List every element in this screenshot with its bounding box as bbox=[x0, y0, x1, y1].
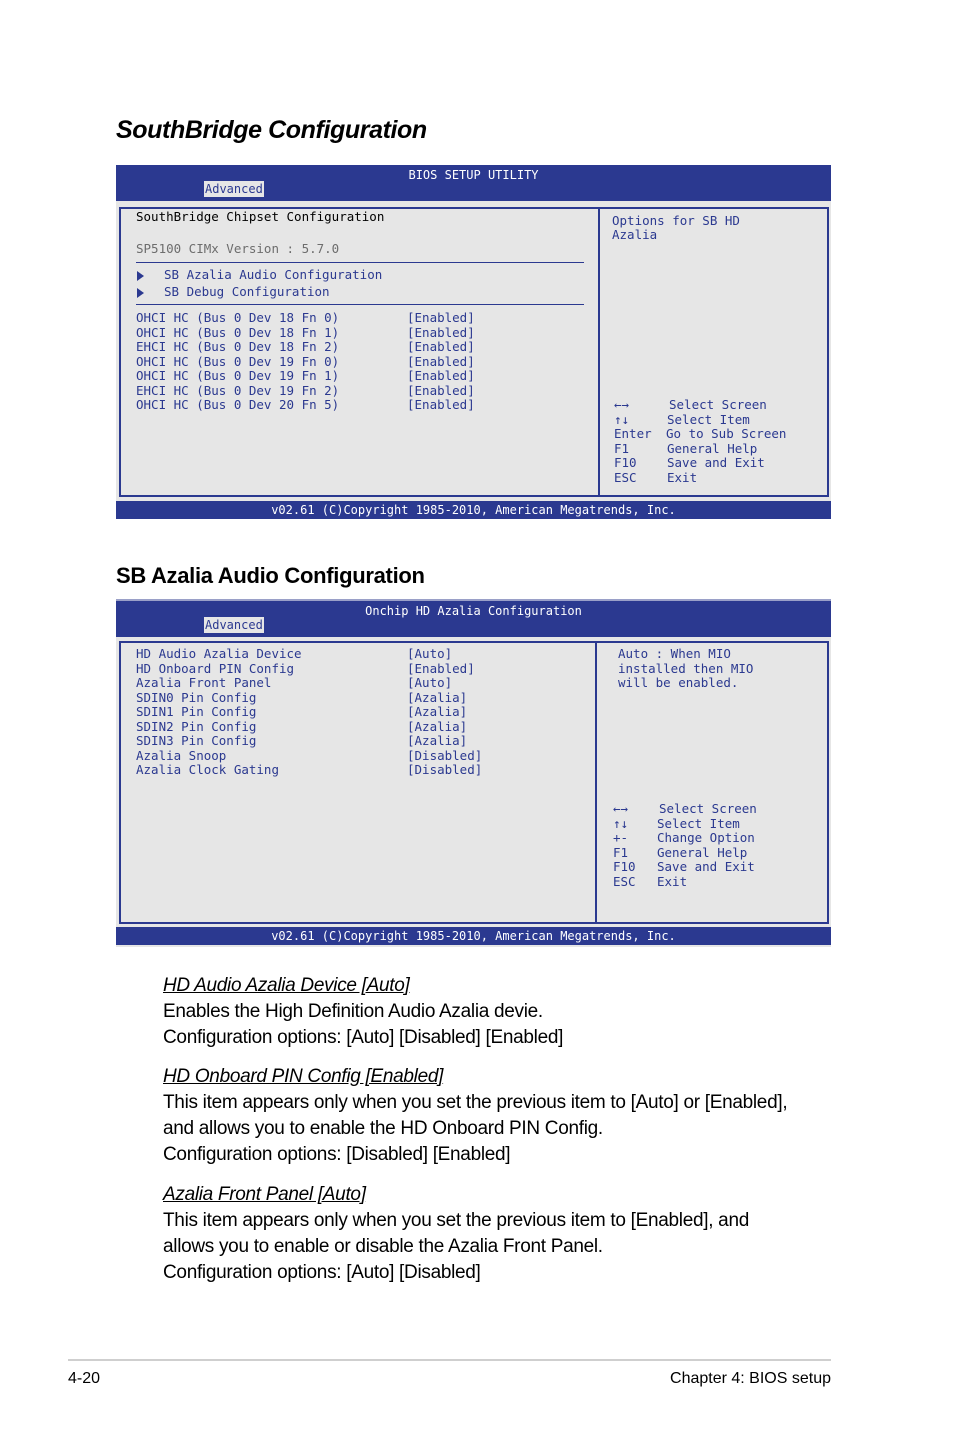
arrow-up-down-icon: ↑↓ bbox=[614, 411, 630, 427]
key-desc: Save and Exit bbox=[667, 455, 765, 470]
key-desc: Go to Sub Screen bbox=[666, 426, 787, 441]
key-legend-row bbox=[613, 873, 688, 890]
submenu-arrow-icon bbox=[137, 288, 144, 298]
setting-value[interactable]: [Enabled] bbox=[407, 339, 475, 354]
submenu-arrow-icon bbox=[137, 271, 144, 281]
submenu-sb-azalia-audio[interactable]: SB Azalia Audio Configuration bbox=[164, 267, 383, 282]
description-line: This item appears only when you set the previous item to [Enabled], and bbox=[163, 1210, 749, 1231]
bios-panel-divider bbox=[595, 641, 597, 924]
key-name: F1 bbox=[613, 844, 629, 860]
setting-value[interactable]: [Enabled] bbox=[407, 310, 475, 325]
bios-footer-bar: v02.61 (C)Copyright 1985-2010, American Megatrends, Inc. bbox=[116, 927, 831, 945]
key-name: F10 bbox=[613, 859, 636, 874]
page-number: 4-20 bbox=[68, 1370, 101, 1387]
help-text: Azalia bbox=[612, 227, 658, 242]
setting-label: HD Audio Azalia Device bbox=[136, 646, 302, 661]
key-legend-row bbox=[613, 859, 755, 875]
setting-value[interactable]: [Disabled] bbox=[407, 762, 483, 777]
menu-separator-bottom bbox=[136, 304, 584, 305]
setting-value[interactable]: [Azalia] bbox=[407, 704, 468, 719]
setting-value[interactable]: [Azalia] bbox=[407, 689, 468, 705]
key-legend-row bbox=[614, 455, 765, 471]
tab-advanced[interactable]: Advanced bbox=[205, 618, 263, 632]
key-legend-row bbox=[613, 830, 755, 846]
key-desc: Select Item bbox=[667, 411, 750, 427]
setting-label: OHCI HC (Bus 0 Dev 19 Fn 1) bbox=[136, 368, 340, 383]
setting-label: OHCI HC (Bus 0 Dev 18 Fn 1) bbox=[136, 324, 340, 340]
section-title-southbridge: SouthBridge Configuration bbox=[116, 116, 427, 144]
help-text: Options for SB HD bbox=[612, 213, 740, 228]
bios-screen-azalia bbox=[116, 599, 831, 947]
key-desc: Change Option bbox=[657, 830, 755, 845]
key-desc: Select Screen bbox=[669, 397, 767, 412]
description-title: HD Onboard PIN Config [Enabled] bbox=[163, 1066, 444, 1087]
bios-screen-southbridge bbox=[116, 165, 831, 519]
key-desc: Select Item bbox=[657, 815, 740, 831]
bios-panel-divider bbox=[598, 207, 600, 497]
key-legend-row bbox=[614, 426, 787, 442]
bios-header-bar bbox=[116, 165, 831, 201]
key-desc: Select Screen bbox=[659, 801, 757, 816]
setting-label: EHCI HC (Bus 0 Dev 18 Fn 2) bbox=[136, 339, 340, 354]
submenu-sb-debug[interactable]: SB Debug Configuration bbox=[164, 284, 330, 299]
description-title: HD Audio Azalia Device [Auto] bbox=[163, 975, 410, 996]
key-name: ESC bbox=[614, 469, 637, 485]
page-footer-rule bbox=[68, 1359, 831, 1361]
key-desc: Exit bbox=[657, 873, 688, 889]
description-line: Enables the High Definition Audio Azalia devie. bbox=[163, 1001, 543, 1022]
key-legend-row bbox=[613, 801, 757, 817]
setting-value[interactable]: [Enabled] bbox=[407, 324, 475, 340]
description-hd-audio-azalia-device bbox=[163, 973, 843, 1051]
bios-header-title: BIOS SETUP UTILITY bbox=[408, 168, 539, 182]
setting-label: OHCI HC (Bus 0 Dev 18 Fn 0) bbox=[136, 310, 340, 325]
key-desc: Save and Exit bbox=[657, 859, 755, 874]
key-name: F10 bbox=[614, 455, 637, 470]
setting-value[interactable]: [Auto] bbox=[407, 646, 453, 661]
key-desc: General Help bbox=[667, 440, 758, 456]
setting-value[interactable]: [Enabled] bbox=[407, 368, 475, 383]
section-title-azalia: SB Azalia Audio Configuration bbox=[116, 563, 425, 588]
description-line: Configuration options: [Auto] [Disabled] bbox=[163, 1262, 481, 1283]
key-name: ESC bbox=[613, 873, 636, 889]
bios-header-bar bbox=[116, 599, 831, 637]
setting-label: OHCI HC (Bus 0 Dev 19 Fn 0) bbox=[136, 353, 340, 369]
chapter-label: Chapter 4: BIOS setup bbox=[670, 1370, 831, 1387]
help-text: Auto : When MIO bbox=[618, 646, 731, 661]
setting-value[interactable]: [Auto] bbox=[407, 675, 453, 690]
key-legend-row bbox=[614, 411, 750, 428]
key-desc: General Help bbox=[657, 844, 748, 860]
arrow-up-down-icon: ↑↓ bbox=[613, 815, 629, 831]
menu-separator-top bbox=[136, 262, 584, 263]
key-legend-row bbox=[613, 844, 748, 861]
setting-value[interactable]: [Enabled] bbox=[407, 382, 475, 398]
setting-label: Azalia Clock Gating bbox=[136, 762, 279, 777]
arrow-left-right-icon: ←→ bbox=[614, 397, 630, 412]
key-name: F1 bbox=[614, 440, 630, 456]
setting-label: Azalia Snoop bbox=[136, 747, 227, 763]
setting-value[interactable]: [Disabled] bbox=[407, 747, 483, 763]
bios-footer-bar: v02.61 (C)Copyright 1985-2010, American Megatrends, Inc. bbox=[116, 501, 831, 519]
description-line: Configuration options: [Auto] [Disabled] [Enabled] bbox=[163, 1027, 564, 1048]
help-text: installed then MIO bbox=[618, 660, 754, 676]
key-name: +- bbox=[613, 830, 629, 845]
help-text: will be enabled. bbox=[618, 675, 739, 690]
setting-label: SDIN2 Pin Config bbox=[136, 718, 257, 734]
key-desc: Exit bbox=[667, 469, 698, 485]
key-legend-row bbox=[614, 440, 758, 457]
bios-version-text: SP5100 CIMx Version : 5.7.0 bbox=[136, 241, 340, 256]
setting-value[interactable]: [Enabled] bbox=[407, 397, 475, 412]
key-legend-row bbox=[614, 397, 767, 413]
description-title: Azalia Front Panel [Auto] bbox=[163, 1184, 366, 1205]
description-line: allows you to enable or disable the Azalia Front Panel. bbox=[163, 1236, 603, 1257]
setting-label: EHCI HC (Bus 0 Dev 19 Fn 2) bbox=[136, 382, 340, 398]
bios-menu-heading: SouthBridge Chipset Configuration bbox=[136, 209, 385, 224]
description-line: Configuration options: [Disabled] [Enabled] bbox=[163, 1144, 511, 1165]
key-name: Enter bbox=[614, 426, 652, 441]
description-hd-onboard-pin-config bbox=[163, 1064, 843, 1168]
setting-label: SDIN3 Pin Config bbox=[136, 733, 257, 748]
setting-label: HD Onboard PIN Config bbox=[136, 660, 295, 676]
setting-value[interactable]: [Enabled] bbox=[407, 660, 475, 676]
tab-advanced[interactable]: Advanced bbox=[205, 182, 263, 196]
description-line: This item appears only when you set the previous item to [Auto] or [Enabled], bbox=[163, 1092, 788, 1113]
setting-value[interactable]: [Azalia] bbox=[407, 718, 468, 734]
description-line: and allows you to enable the HD Onboard PIN Config. bbox=[163, 1118, 603, 1139]
setting-label: SDIN0 Pin Config bbox=[136, 689, 257, 705]
bios-header-title: Onchip HD Azalia Configuration bbox=[365, 604, 582, 618]
key-legend-row bbox=[614, 469, 698, 486]
setting-value[interactable]: [Azalia] bbox=[407, 733, 468, 748]
setting-label: OHCI HC (Bus 0 Dev 20 Fn 5) bbox=[136, 397, 340, 412]
setting-value[interactable]: [Enabled] bbox=[407, 353, 475, 369]
arrow-left-right-icon: ←→ bbox=[613, 801, 629, 816]
setting-label: Azalia Front Panel bbox=[136, 675, 272, 690]
key-legend-row bbox=[613, 815, 740, 832]
setting-label: SDIN1 Pin Config bbox=[136, 704, 257, 719]
description-azalia-front-panel bbox=[163, 1182, 843, 1286]
